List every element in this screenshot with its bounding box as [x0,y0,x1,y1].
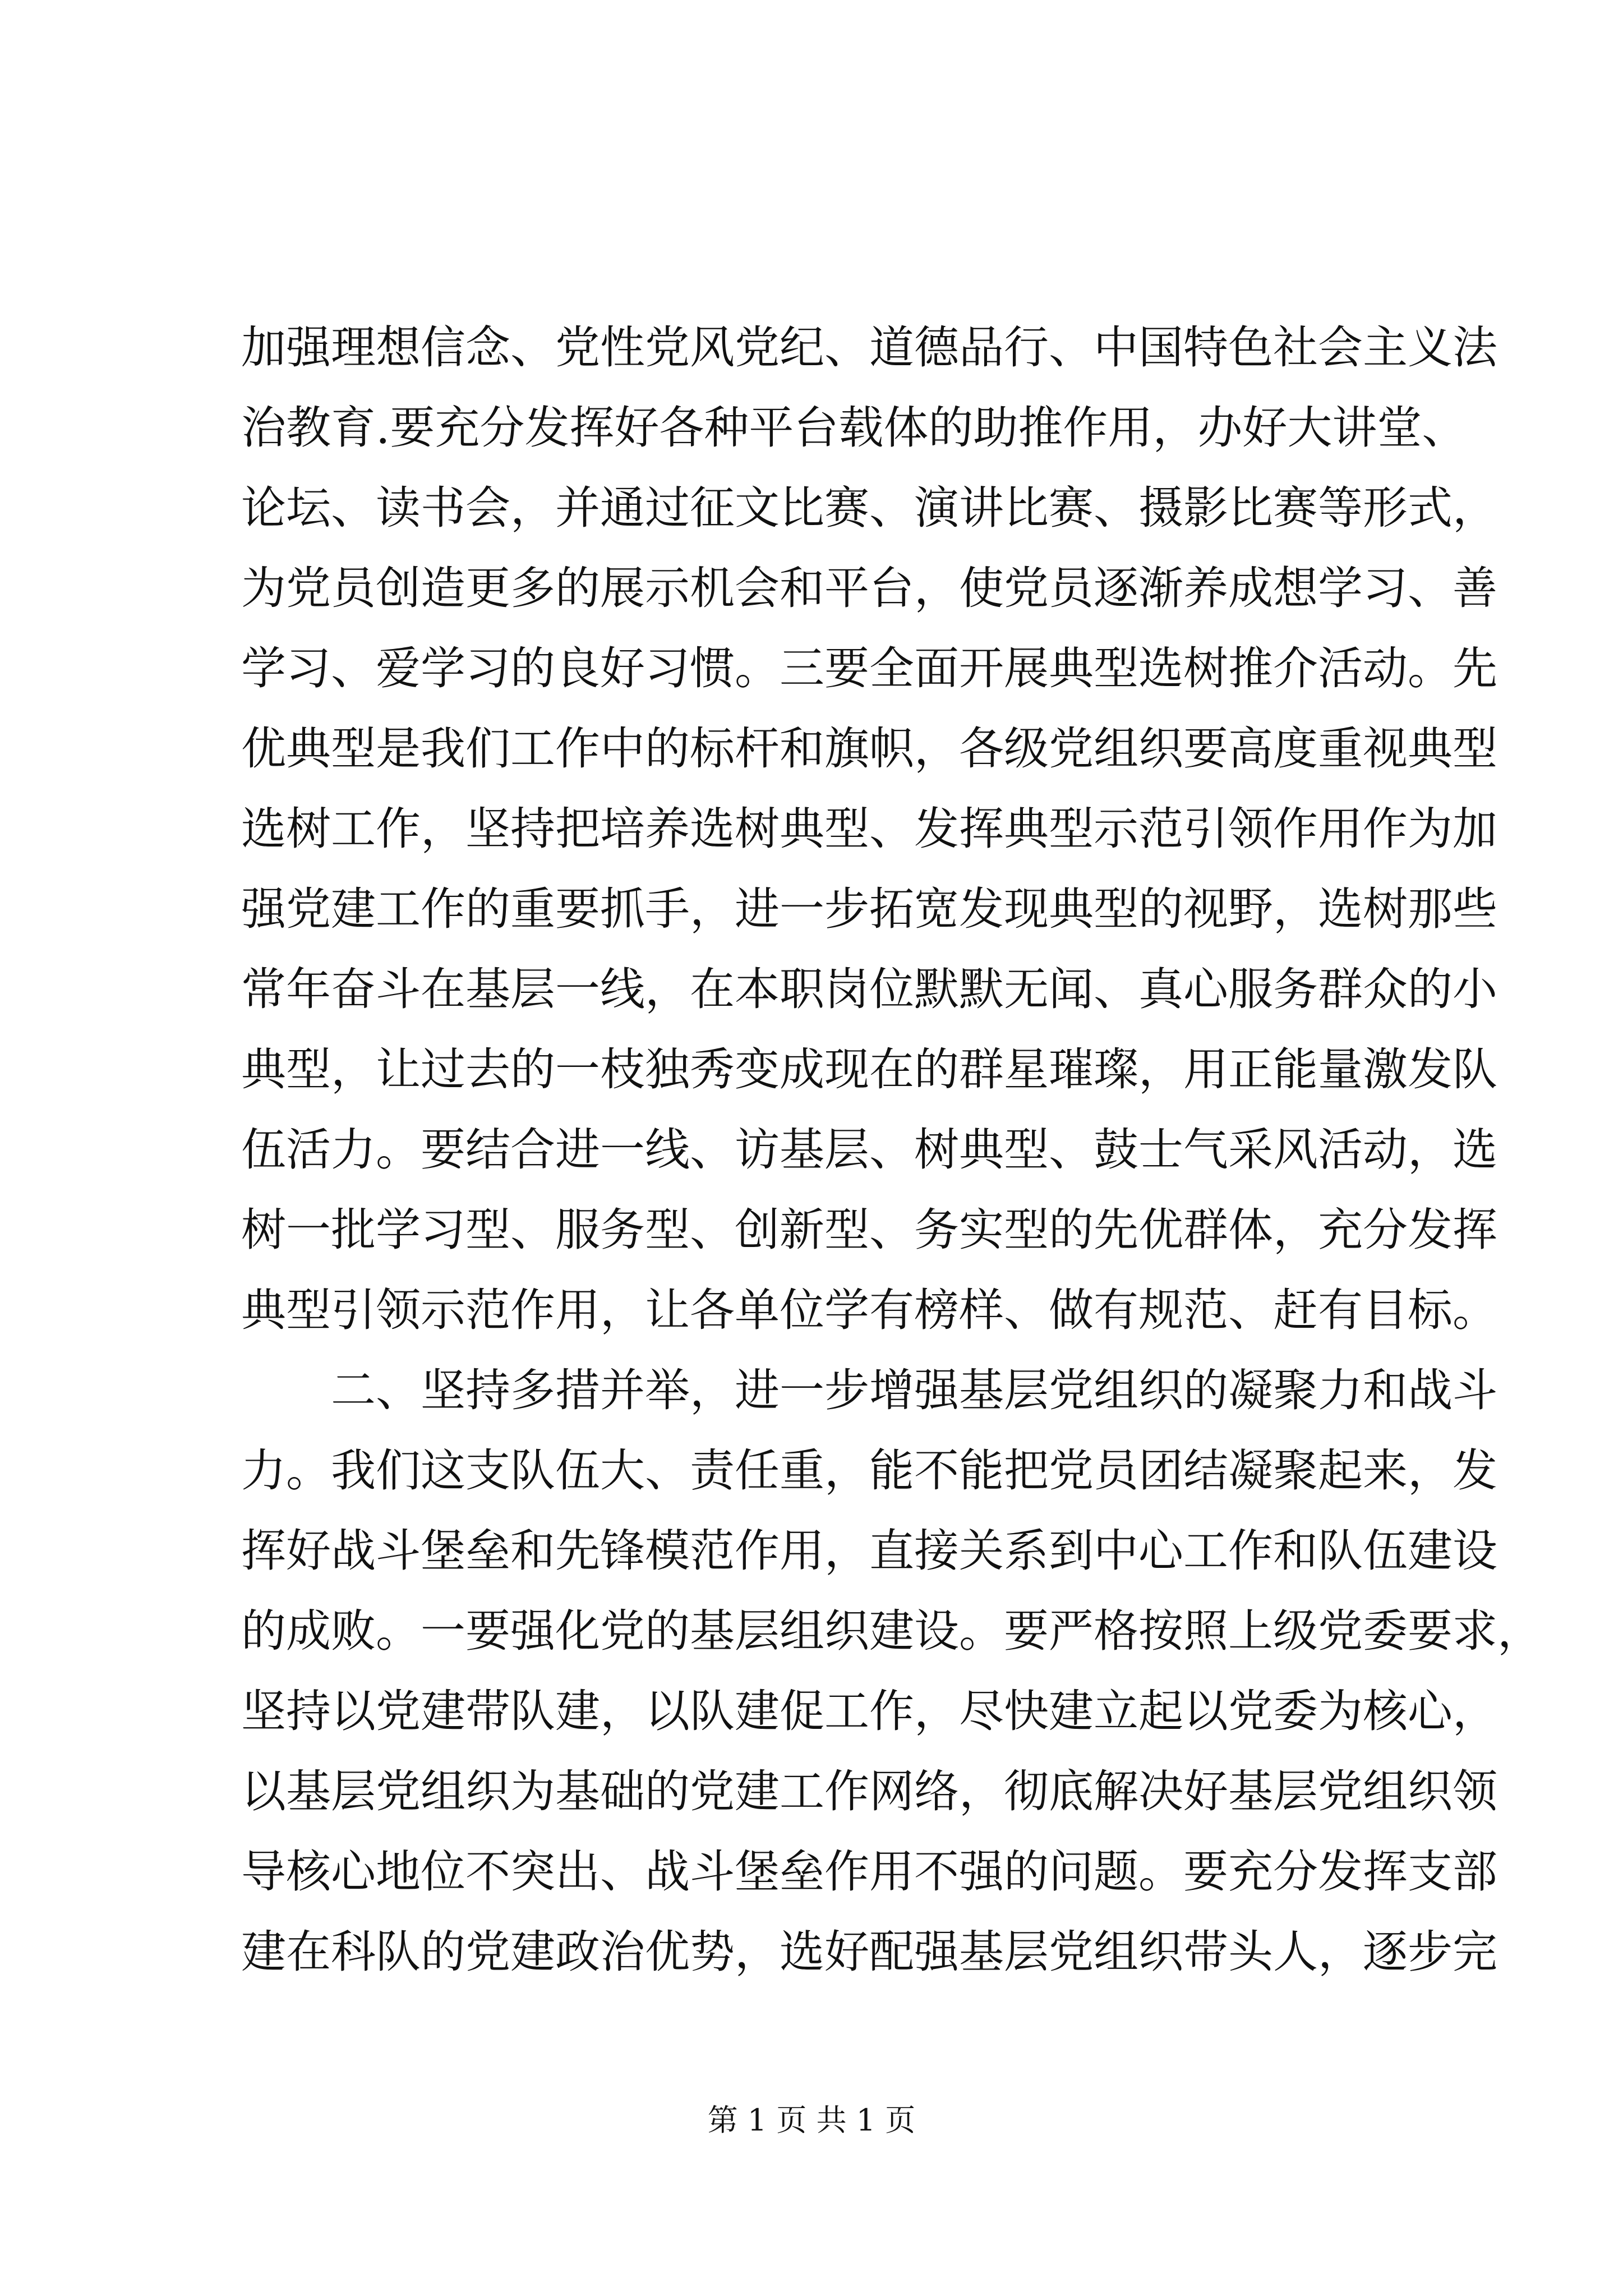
text-line: 为党员创造更多的展示机会和平台，使党员逐渐养成想学习、善 [241,562,1497,614]
text-line: 挥好战斗堡垒和先锋模范作用，直接关系到中心工作和队伍建设 [241,1525,1497,1577]
text-line: 典型，让过去的一枝独秀变成现在的群星璀璨，用正能量激发队 [241,1043,1497,1096]
text-line: 强党建工作的重要抓手，进一步拓宽发现典型的视野，选树那些 [241,883,1497,935]
section-heading-line: 二、坚持多措并举，进一步增强基层党组织的凝聚力和战斗 [331,1364,1497,1416]
text-line: 学习、爱学习的良好习惯。三要全面开展典型选树推介活动。先 [241,642,1497,694]
text-line: 力。我们这支队伍大、责任重，能不能把党员团结凝聚起来，发 [241,1444,1497,1497]
text-line: 治教育.要充分发挥好各种平台载体的助推作用，办好大讲堂、 [241,402,1467,454]
text-line: 选树工作，坚持把培养选树典型、发挥典型示范引领作用作为加 [241,803,1497,855]
text-line: 的成败。一要强化党的基层组织建设。要严格按照上级党委要求， [241,1605,1542,1657]
text-line: 导核心地位不突出、战斗堡垒作用不强的问题。要充分发挥支部 [241,1846,1497,1898]
text-line: 典型引领示范作用，让各单位学有榜样、做有规范、赶有目标。 [241,1284,1497,1336]
document-body [241,307,1542,1992]
text-line: 树一批学习型、服务型、创新型、务实型的先优群体，充分发挥 [241,1204,1497,1256]
page-footer: 第 1 页 共 1 页 [707,2102,916,2138]
text-line: 加强理想信念、党性党风党纪、道德品行、中国特色社会主义法 [241,321,1497,374]
text-line: 论坛、读书会，并通过征文比赛、演讲比赛、摄影比赛等形式， [241,482,1497,534]
text-line: 伍活力。要结合进一线、访基层、树典型、鼓士气采风活动，选 [241,1124,1497,1176]
text-line: 坚持以党建带队建，以队建促工作，尽快建立起以党委为核心， [241,1685,1497,1737]
text-line: 优典型是我们工作中的标杆和旗帜，各级党组织要高度重视典型 [241,723,1497,775]
text-line: 建在科队的党建政治优势，选好配强基层党组织带头人，逐步完 [241,1926,1497,1978]
text-line: 以基层党组织为基础的党建工作网络，彻底解决好基层党组织领 [241,1765,1497,1818]
text-line: 常年奋斗在基层一线，在本职岗位默默无闻、真心服务群众的小 [241,963,1497,1015]
